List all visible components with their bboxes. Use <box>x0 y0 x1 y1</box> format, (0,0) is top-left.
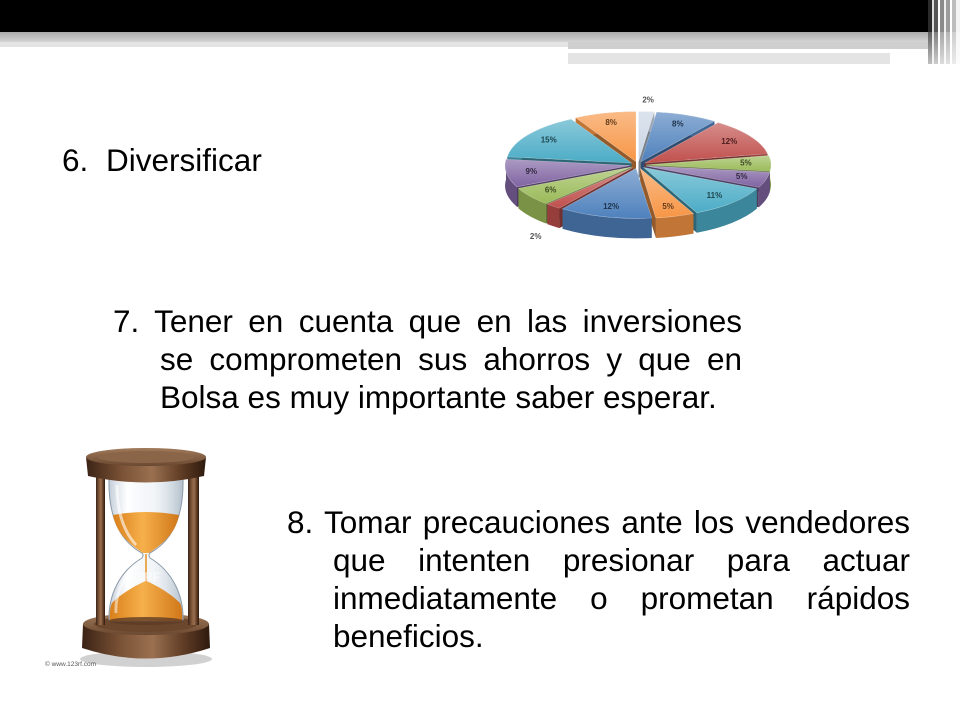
pie-data-label: 6% <box>544 185 557 195</box>
pie-data-label: 8% <box>605 118 617 128</box>
pie-data-label: 12% <box>721 136 738 146</box>
hourglass-sand-top <box>113 512 179 553</box>
item-8-line-1-text: Tomar precauciones ante los vendedores <box>323 504 910 540</box>
item-7-line-3-text: Bolsa es muy importante saber esperar. <box>160 379 717 415</box>
pie-data-label: 5% <box>735 172 748 182</box>
header-edge-stripes-fade <box>928 32 960 64</box>
item-6 <box>62 141 262 179</box>
item-8-line-2-text: que intenten presionar para actuar <box>333 542 910 578</box>
image-credit: © www.123rf.com <box>45 661 97 668</box>
hourglass-glass-collar-bottom <box>108 617 184 625</box>
pie-data-label: 2% <box>642 95 654 105</box>
item-8-line-4 <box>333 617 484 655</box>
pie-data-label: 9% <box>525 166 538 176</box>
pie-slices <box>505 112 771 239</box>
item-6-text: Diversificar <box>106 142 262 178</box>
item-8-line-1 <box>287 503 910 541</box>
item-8-number: 8. <box>287 504 314 540</box>
item-7-line-2-text: se comprometen sus ahorros y que en <box>160 341 742 377</box>
pie-data-label: 5% <box>662 201 674 211</box>
hourglass-image <box>78 445 218 670</box>
pie-data-label: 11% <box>706 190 723 200</box>
item-8-line-3 <box>333 579 910 617</box>
item-8-line-4-text: beneficios. <box>333 618 484 654</box>
pie-chart-image <box>490 95 790 255</box>
item-8-line-3-text: inmediatamente o prometan rápidos <box>333 580 910 616</box>
item-7-line-2 <box>160 340 742 378</box>
pie-data-label: 5% <box>740 158 752 168</box>
hourglass-pillar-left <box>96 473 105 625</box>
item-7-number: 7. <box>113 303 140 339</box>
item-8-line-2 <box>333 541 910 579</box>
header-gray-band <box>0 32 928 42</box>
item-7-line-3 <box>160 378 717 416</box>
header-bar <box>0 0 928 32</box>
pie-data-label: 2% <box>529 231 542 241</box>
watermark-text: 123RF <box>123 570 161 584</box>
hourglass-top-cap <box>86 448 206 483</box>
hourglass-pillar-right <box>188 473 199 625</box>
header-step-band <box>568 42 928 49</box>
item-7-line-1-text: Tener en cuenta que en las inversiones <box>154 303 742 339</box>
header-light-line <box>0 42 568 47</box>
item-7-line-1 <box>113 302 742 340</box>
header-step-line <box>568 53 890 64</box>
pie-data-label: 15% <box>540 135 557 145</box>
item-6-number: 6. <box>62 142 89 178</box>
pie-data-label: 12% <box>603 202 620 212</box>
pie-data-label: 8% <box>672 119 684 129</box>
